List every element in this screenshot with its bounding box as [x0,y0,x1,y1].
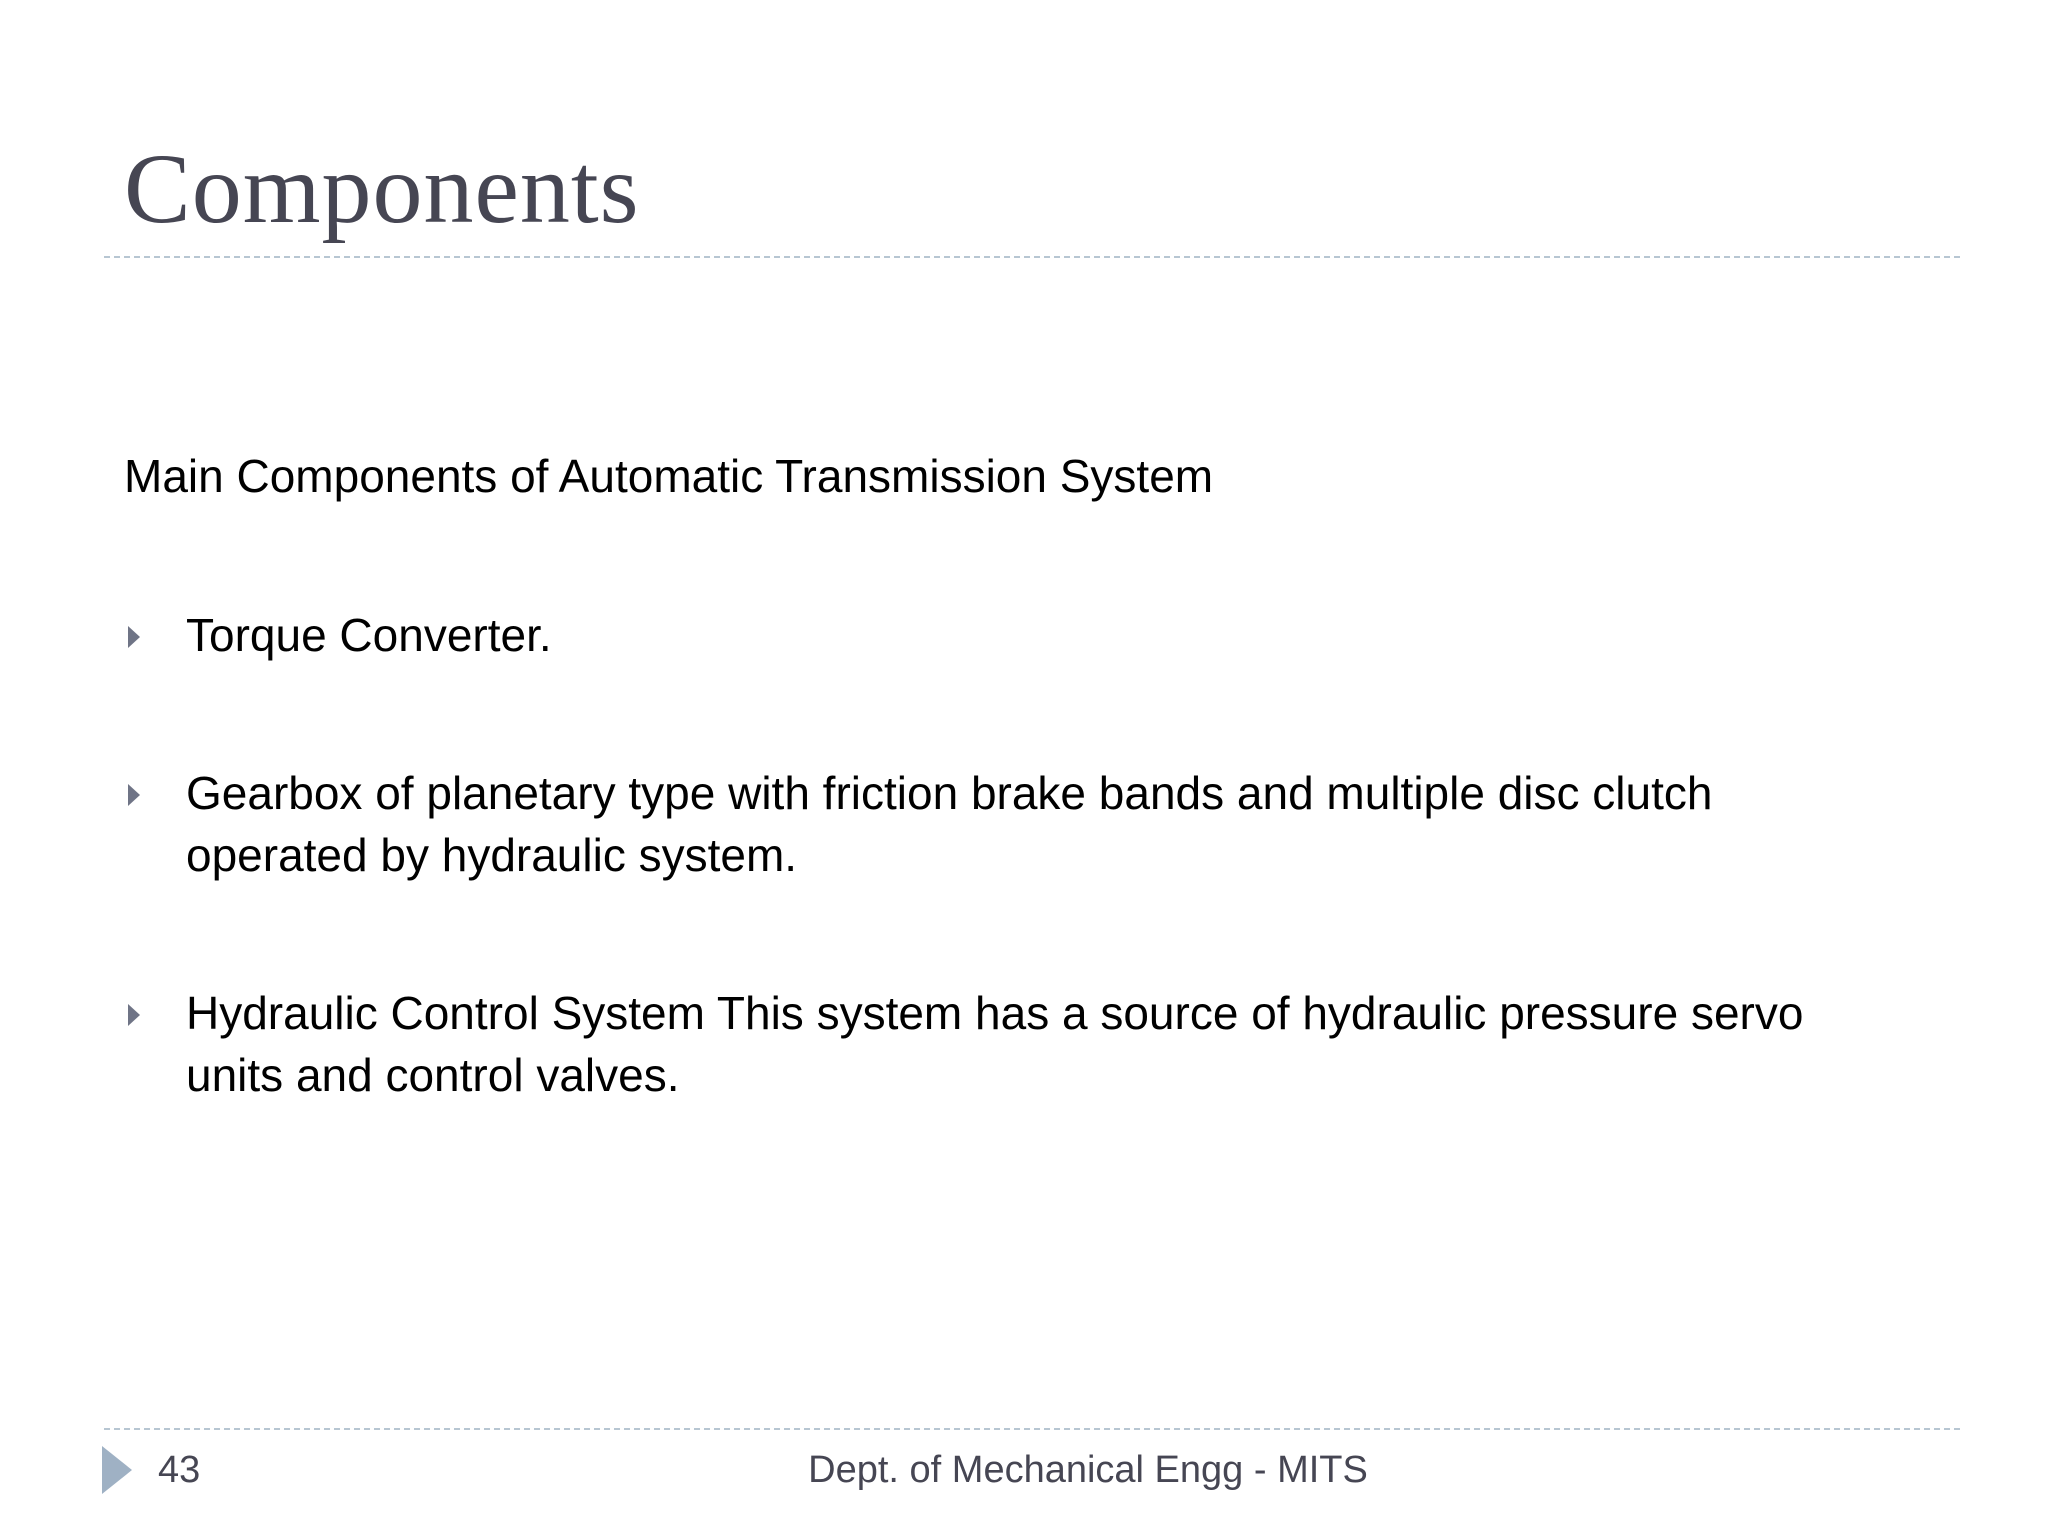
intro-text: Main Components of Automatic Transmission System [124,450,1214,502]
page-number: 43 [158,1449,201,1491]
footer-divider [104,1428,1960,1430]
bullet-item [124,982,1884,1106]
title-divider [104,256,1960,258]
bullet-item [124,604,1884,666]
bullet-list [124,604,1884,1106]
footer-text: Dept. of Mechanical Engg - MITS [808,1449,1368,1491]
bullet-text: Torque Converter. [186,609,552,661]
triangle-bullet-icon [128,784,140,806]
bullet-text: Gearbox of planetary type with friction brake bands and multiple disc clutch operated by hydraulic system. [186,767,1713,881]
triangle-bullet-icon [128,1004,140,1026]
bullet-item [124,762,1884,886]
bullet-text: Hydraulic Control System This system has a source of hydraulic pressure servo units and control valves. [186,987,1804,1101]
slide-title: Components [124,133,640,244]
triangle-bullet-icon [128,626,140,648]
